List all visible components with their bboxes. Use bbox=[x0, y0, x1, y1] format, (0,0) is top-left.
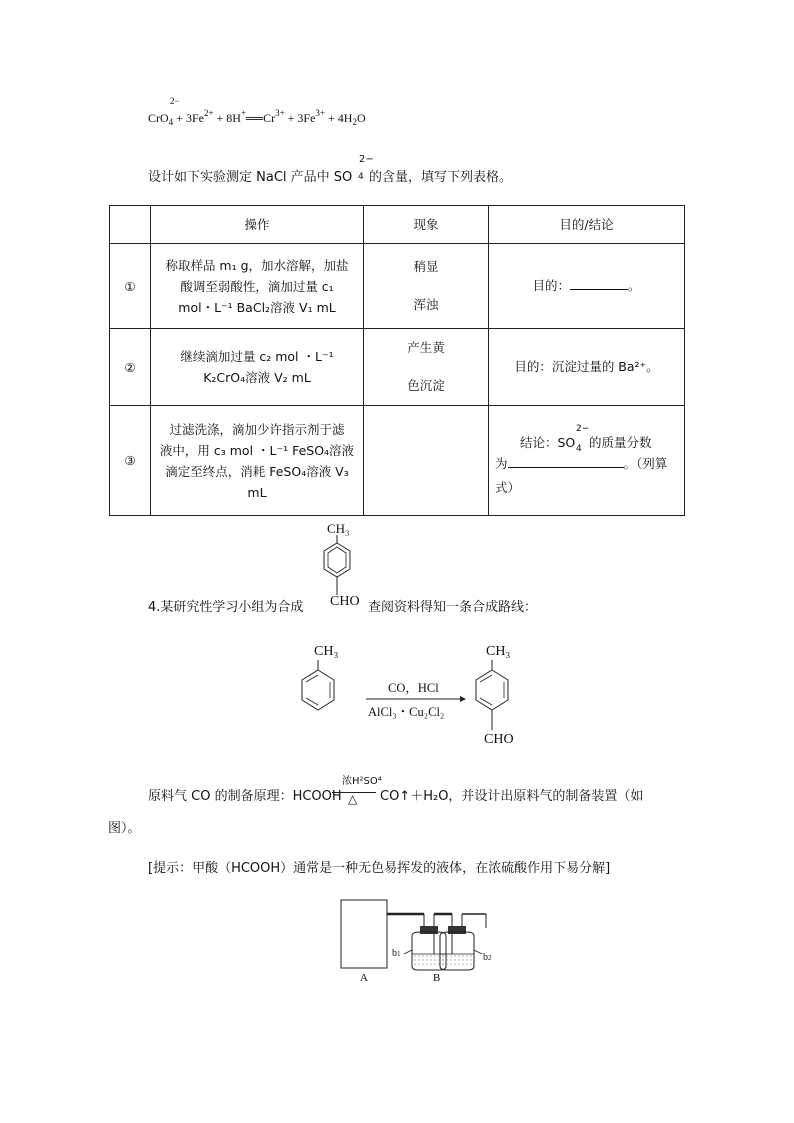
label-b1 bbox=[392, 948, 401, 959]
op-line: 酸调至弱酸性，滴加过量 c₁ bbox=[180, 278, 334, 294]
condition-top: 浓H²SO⁴ bbox=[342, 776, 382, 787]
q4-line bbox=[148, 596, 303, 615]
equation-fe-sup: 2+ bbox=[203, 108, 214, 118]
intro-text: 设计如下实验测定 NaCl 产品中 SO bbox=[148, 170, 353, 185]
equation-h: + 8H bbox=[213, 111, 241, 125]
apparatus-icon bbox=[340, 898, 500, 974]
equation-h-sup: + bbox=[240, 108, 247, 118]
goal-text: 为 bbox=[495, 455, 508, 471]
label-b2-main: b bbox=[483, 952, 488, 963]
equation-o: O bbox=[356, 111, 366, 125]
apparatus-diagram bbox=[340, 898, 500, 988]
reaction-scheme bbox=[296, 640, 536, 755]
product-cho: CHO bbox=[484, 732, 514, 747]
condition-delta: △ bbox=[348, 792, 358, 806]
equation-cro: CrO bbox=[148, 111, 169, 125]
table-header-op: 操作 bbox=[151, 206, 364, 244]
reactant-ch3: CH₃ bbox=[314, 644, 339, 659]
co-prep-line bbox=[148, 770, 708, 810]
goal-line-2 bbox=[489, 452, 684, 500]
equation-cr: Cr bbox=[263, 111, 276, 125]
label-b1-sub: 1 bbox=[397, 950, 401, 958]
row-operation bbox=[151, 244, 364, 329]
op-line: mL bbox=[247, 484, 267, 500]
goal-text: 目的： bbox=[532, 278, 570, 293]
row-goal: 目的：沉淀过量的 Ba²⁺。 bbox=[489, 329, 685, 406]
intro-charge: 2− bbox=[359, 154, 374, 165]
table-header-goal: 目的/结论 bbox=[489, 206, 685, 244]
reaction-condition-above: CO，HCl bbox=[388, 681, 439, 695]
benzene-ring-icon bbox=[320, 535, 360, 597]
table-row bbox=[110, 244, 685, 329]
answer-blank[interactable] bbox=[508, 455, 624, 468]
equation-line bbox=[148, 96, 366, 127]
row-phenomenon bbox=[364, 329, 489, 406]
q4-text: 4.某研究性学习小组为合成 bbox=[148, 600, 304, 615]
op-line: 继续滴加过量 c₂ mol ・L⁻¹ bbox=[180, 349, 334, 364]
row-number: ② bbox=[110, 329, 151, 406]
op-line: 滴定至终点，消耗 FeSO₄溶液 V₃ bbox=[165, 463, 349, 479]
label-b: B bbox=[433, 972, 441, 984]
goal-line-1 bbox=[489, 422, 684, 452]
op-line: 液中，用 c₃ mol ・L⁻¹ FeSO₄溶液 bbox=[159, 442, 355, 458]
equation-cr-sup: 3+ bbox=[275, 108, 285, 118]
table-header-phenomenon: 现象 bbox=[364, 206, 489, 244]
ch3-label: CH₃ bbox=[327, 521, 350, 536]
cho-label: CHO bbox=[330, 594, 360, 609]
toluene-ring-icon bbox=[296, 660, 346, 720]
ph-line: 产生黄 bbox=[407, 340, 445, 355]
equation-water-sub: 2 bbox=[352, 117, 357, 127]
op-line: mol・L⁻¹ BaCl₂溶液 V₁ mL bbox=[178, 299, 336, 315]
ph-line: 色沉淀 bbox=[407, 378, 445, 393]
goal-sub: 4 bbox=[576, 443, 582, 454]
table-header-blank bbox=[110, 206, 151, 244]
table-row bbox=[110, 329, 685, 406]
equation-water: + 4H bbox=[325, 111, 353, 125]
intro-sub: 4 bbox=[358, 172, 364, 182]
row-number: ③ bbox=[110, 406, 151, 516]
op-line: 称取样品 m₁ g，加水溶解，加盐 bbox=[165, 257, 349, 273]
row-number: ① bbox=[110, 244, 151, 329]
equation-charge: 2− bbox=[170, 96, 180, 106]
goal-text-post: 的质量分数 bbox=[589, 434, 652, 450]
equation-fe3-sup: 3+ bbox=[315, 108, 325, 118]
reaction-condition-below: AlCl₃・Cu₂Cl₂ bbox=[368, 705, 445, 719]
intro-line bbox=[148, 154, 688, 188]
answer-blank[interactable] bbox=[570, 277, 628, 290]
co-prep-text: 原料气 CO 的制备原理：HCOOH bbox=[148, 789, 342, 804]
ph-line: 浑浊 bbox=[413, 297, 439, 312]
co-prep-line2: 图）。 bbox=[108, 821, 141, 836]
goal-end: 。 bbox=[628, 278, 641, 293]
table-header-row bbox=[110, 206, 685, 244]
label-b2 bbox=[483, 952, 492, 963]
ph-line: 稍显 bbox=[413, 259, 439, 274]
op-line: K₂CrO₄溶液 V₂ mL bbox=[203, 370, 311, 385]
experiment-table bbox=[109, 205, 685, 516]
row-goal bbox=[489, 244, 685, 329]
q4-tail: 查阅资料得知一条合成路线： bbox=[368, 600, 538, 615]
label-a: A bbox=[360, 972, 368, 984]
goal-text: 结论：SO bbox=[520, 434, 576, 450]
table-row bbox=[110, 406, 685, 516]
hint-text: [提示：甲酸（HCOOH）通常是一种无色易挥发的液体，在浓硫酸作用下易分解] bbox=[148, 861, 611, 876]
goal-charge: 2− bbox=[576, 423, 590, 434]
product-ring-icon bbox=[470, 660, 520, 732]
row-phenomenon bbox=[364, 244, 489, 329]
product-ch3: CH₃ bbox=[486, 644, 511, 659]
equation-arrow: ══ bbox=[246, 111, 264, 125]
row-goal bbox=[489, 406, 685, 516]
row-operation bbox=[151, 406, 364, 516]
goal-text-tail: 。（列算式） bbox=[495, 455, 668, 495]
row-operation bbox=[151, 329, 364, 406]
row-phenomenon bbox=[364, 406, 489, 516]
label-b1-main: b bbox=[392, 948, 397, 959]
label-b2-sub: 2 bbox=[488, 954, 492, 962]
equation-sub: 4 bbox=[168, 117, 174, 127]
equation-fe3: + 3Fe bbox=[284, 111, 316, 125]
co-prep-tail: CO↑＋H₂O，并设计出原料气的制备装置（如 bbox=[380, 789, 644, 804]
op-line: 过滤洗涤，滴加少许指示剂于滤 bbox=[169, 421, 345, 437]
intro-tail: 的含量，填写下列表格。 bbox=[369, 170, 513, 185]
equation-fe: + 3Fe bbox=[173, 111, 204, 125]
